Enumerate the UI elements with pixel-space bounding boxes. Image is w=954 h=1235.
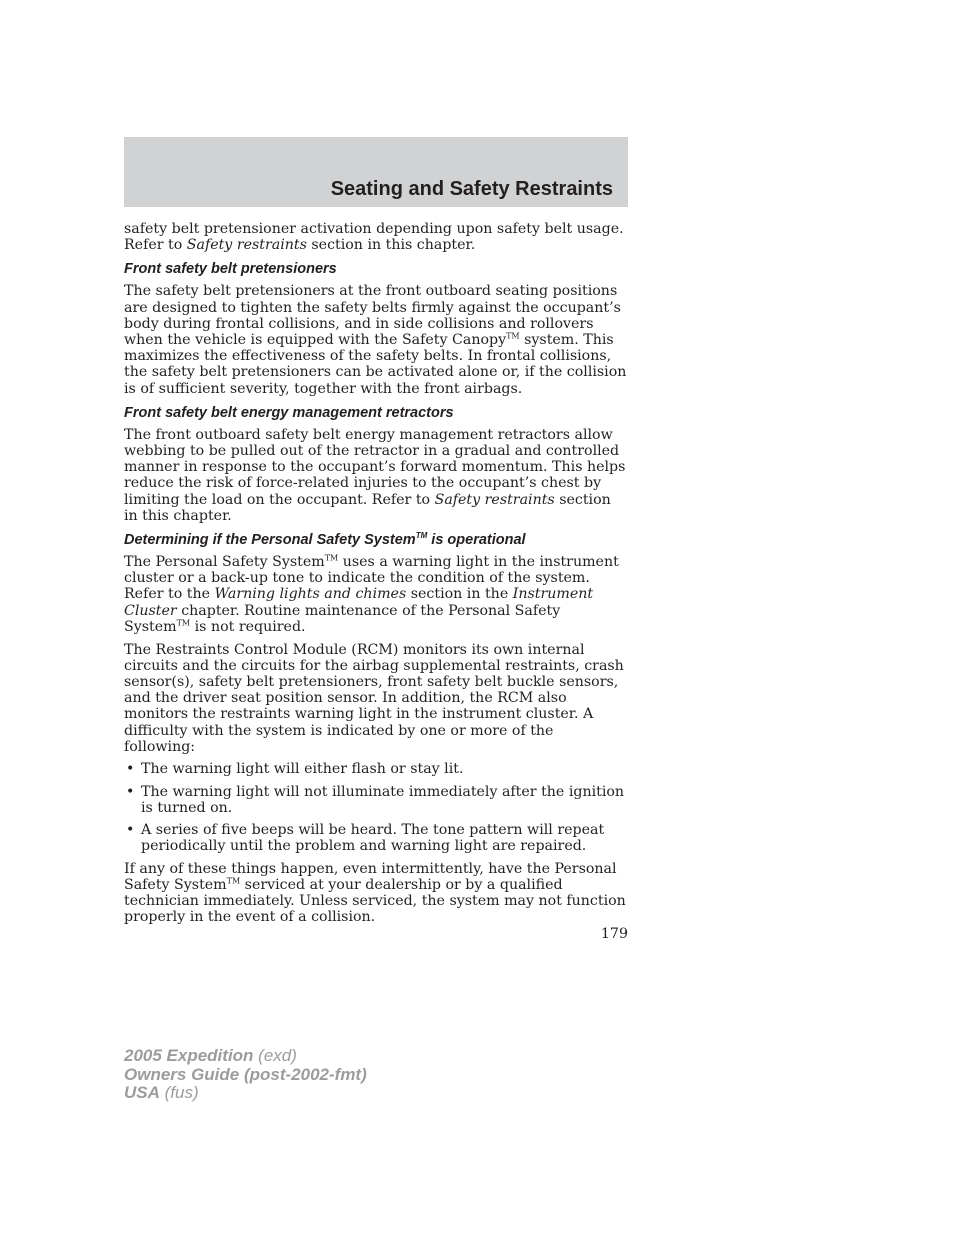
- intro-reference: Safety restraints: [186, 237, 307, 254]
- operational-text: The Personal Safety System: [124, 554, 325, 571]
- intro-text: safety belt pretensioner activation depending upon safety belt usage. Refer to: [124, 221, 624, 254]
- pretensioners-text: The safety belt pretensioners at the front outboard seating positions are designed to tighten the safety belts firmly against the occupant’s body during frontal collisions, and in side collisions and rollovers when the vehicle is equipped with the Safety Canopy: [124, 283, 621, 349]
- bullet-icon: •: [126, 783, 135, 800]
- trademark-mark: TM: [176, 618, 191, 628]
- footer-model-code: (exd): [253, 1046, 297, 1065]
- heading-retractors: Front safety belt energy management retractors: [124, 404, 454, 421]
- section-title: Seating and Safety Restraints: [330, 178, 613, 200]
- list-item: [124, 784, 628, 816]
- operational-text-end: serviced at your dealership or by a qualified technician immediately. Unless serviced, the system may not function properly in the event of a collision.: [124, 876, 626, 926]
- operational-text: section in the: [406, 586, 513, 603]
- page-body: [124, 221, 628, 932]
- heading-pretensioners: Front safety belt pretensioners: [124, 261, 337, 278]
- heading-operational: [124, 532, 628, 549]
- trademark-mark: TM: [415, 531, 428, 541]
- bullet-icon: •: [126, 761, 135, 778]
- operational-text: If any of these things happen, even intermittently, have the Personal Safety System: [124, 860, 617, 893]
- operational-paragraph-3: [124, 861, 628, 926]
- list-item-text: The warning light will either flash or stay lit.: [141, 761, 464, 778]
- instrument-cluster-reference: Instrument Cluster: [124, 586, 594, 619]
- page-number: 179: [600, 926, 628, 942]
- operational-text-end: is not required.: [190, 618, 306, 635]
- intro-text-end: section in this chapter.: [306, 237, 476, 254]
- retractors-paragraph: [124, 427, 628, 524]
- section-header-band: [124, 137, 628, 207]
- list-item: [124, 761, 628, 777]
- symptom-list: [124, 761, 628, 854]
- intro-paragraph: [124, 221, 628, 253]
- heading-operational-text: Determining if the Personal Safety System: [124, 532, 416, 549]
- footer-line-guide: [124, 1066, 367, 1085]
- trademark-mark: TM: [226, 875, 241, 885]
- retractors-reference: Safety restraints: [434, 491, 555, 508]
- pretensioners-paragraph: [124, 283, 628, 396]
- retractors-text: The front outboard safety belt energy management retractors allow webbing to be pulled out of the retractor in a gradual and controlled manner in response to the occupant’s forward momentum. This helps reduce the risk of force-related injuries to the occupant’s chest by limiting the load on the occupant. Refer to: [124, 426, 626, 508]
- operational-text: chapter. Routine maintenance of the Personal Safety System: [124, 602, 561, 635]
- list-item: [124, 822, 628, 854]
- trademark-mark: TM: [506, 331, 520, 341]
- operational-text: uses a warning light in the instrument cluster or a back-up tone to indicate the condition of the system. Refer to the: [124, 554, 619, 603]
- footer-line-model: [124, 1047, 367, 1066]
- bullet-icon: •: [126, 822, 135, 839]
- pretensioners-text-end: system. This maximizes the effectiveness of the safety belts. In frontal collisions, the safety belt pretensioners can be activated alone or, if the collision is of sufficient severity, together with the front airbags.: [124, 332, 627, 397]
- document-footer: [124, 1047, 367, 1103]
- footer-guide: Owners Guide (post-2002-fmt): [124, 1064, 367, 1084]
- list-item-text: A series of five beeps will be heard. The tone pattern will repeat periodically until the problem and warning light are repaired.: [141, 822, 605, 855]
- footer-market-code: (fus): [159, 1083, 199, 1102]
- list-item-text: The warning light will not illuminate immediately after the ignition is turned on.: [141, 783, 625, 816]
- operational-paragraph-2: The Restraints Control Module (RCM) monitors its own internal circuits and the circuits for the airbag supplemental restraints, crash sensor(s), safety belt pretensioners, front safety belt buckle sensors, and the driver seat position sensor. In addition, the RCM also monitors the restraints warning light in the instrument cluster. A difficulty with the system is indicated by one or more of the following:: [124, 641, 624, 755]
- footer-line-market: [124, 1084, 367, 1103]
- retractors-text-end: section in this chapter.: [124, 491, 611, 524]
- footer-market: USA: [124, 1083, 160, 1102]
- warning-lights-reference: Warning lights and chimes: [214, 586, 407, 603]
- operational-paragraph-1: [124, 554, 628, 635]
- trademark-mark: TM: [324, 553, 339, 563]
- heading-operational-text-end: is operational: [427, 532, 526, 549]
- footer-model: 2005 Expedition: [124, 1046, 254, 1065]
